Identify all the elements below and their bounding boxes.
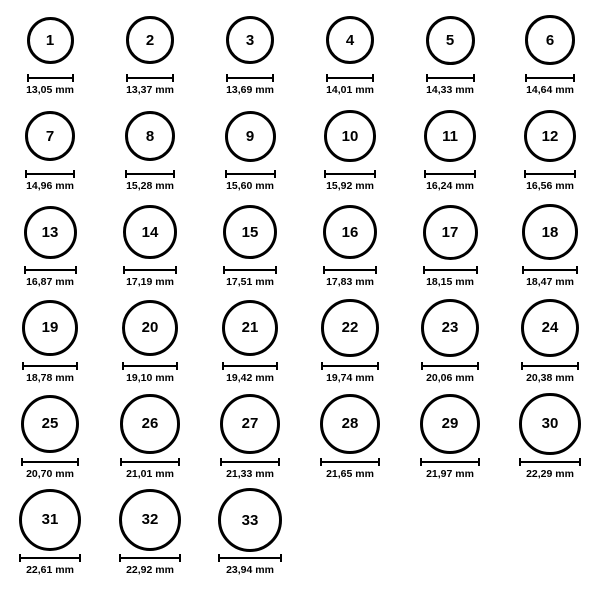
diameter-mm-label: 14,64 mm [526,84,574,96]
ring-size-label: 11 [442,127,458,145]
dimension-cap-right [76,362,78,370]
diameter-dimension-line [321,362,378,370]
diameter-dimension-line [320,458,380,466]
dimension-cap-right [573,74,575,82]
ring-circle [222,300,279,357]
ring-circle-wrap [424,104,476,168]
diameter-mm-label: 22,29 mm [526,468,574,480]
diameter-dimension-line [326,74,375,82]
ring-size-cell [0,296,100,392]
dimension-line-bar [324,173,376,175]
ring-circle-wrap [521,296,579,360]
ring-circle [522,204,578,260]
dimension-line-bar [122,365,178,367]
diameter-mm-label: 20,38 mm [526,372,574,384]
ring-circle-wrap [25,104,75,168]
dimension-line-bar [123,269,177,271]
diameter-mm-label: 15,92 mm [326,180,374,192]
dimension-line-bar [220,461,280,463]
ring-circle-wrap [21,392,80,456]
diameter-dimension-line [324,170,376,178]
diameter-mm-label: 17,19 mm [126,276,174,288]
ring-circle [326,16,375,65]
ring-circle-wrap [326,8,375,72]
dimension-cap-left [218,554,220,562]
dimension-line-bar [524,173,577,175]
dimension-cap-left [24,266,26,274]
dimension-line-bar [321,365,378,367]
diameter-dimension-line [323,266,378,274]
ring-circle [424,110,476,162]
dimension-cap-right [377,362,379,370]
dimension-cap-right [577,362,579,370]
ring-circle-wrap [522,200,578,264]
ring-circle-wrap [225,104,276,168]
ring-size-cell [500,392,600,488]
ring-size-label: 33 [241,511,259,529]
ring-size-cell [200,392,300,488]
ring-size-label: 5 [445,31,455,49]
dimension-line-bar [525,77,575,79]
ring-circle [25,111,75,161]
diameter-mm-label: 15,60 mm [226,180,274,192]
diameter-dimension-line [122,362,178,370]
ring-circle-wrap [525,8,575,72]
diameter-mm-label: 13,37 mm [126,84,174,96]
dimension-cap-right [179,554,181,562]
ring-circle [426,16,475,65]
ring-size-label: 21 [241,319,259,337]
ring-circle [22,300,78,356]
ring-size-label: 22 [341,319,359,337]
dimension-cap-right [278,458,280,466]
ring-size-cell [0,200,100,296]
ring-circle [19,489,81,551]
ring-circle-wrap [420,392,481,456]
ring-circle-wrap [324,104,376,168]
ring-circle-wrap [27,8,74,72]
dimension-cap-left [125,170,127,178]
dimension-cap-left [122,362,124,370]
ring-circle [125,111,176,162]
ring-size-cell [400,200,500,296]
ring-size-label: 6 [545,31,555,49]
dimension-line-bar [226,77,274,79]
ring-circle [524,110,577,163]
dimension-cap-left [423,266,425,274]
ring-circle-wrap [223,200,277,264]
ring-circle-wrap [19,488,81,552]
dimension-cap-left [123,266,125,274]
dimension-cap-right [272,74,274,82]
ring-size-label: 24 [541,319,559,337]
diameter-mm-label: 16,24 mm [426,180,474,192]
ring-circle [519,393,580,454]
ring-size-label: 16 [341,223,359,241]
ring-circle-wrap [125,104,176,168]
diameter-dimension-line [423,266,478,274]
diameter-dimension-line [119,554,181,562]
dimension-cap-right [173,170,175,178]
dimension-cap-left [321,362,323,370]
ring-size-cell [300,104,400,200]
dimension-cap-right [75,266,77,274]
ring-circle-wrap [423,200,478,264]
diameter-mm-label: 21,97 mm [426,468,474,480]
ring-circle-wrap [22,296,78,360]
ring-size-cell [300,8,400,104]
ring-circle-wrap [426,8,475,72]
diameter-mm-label: 18,78 mm [26,372,74,384]
ring-size-cell [100,200,200,296]
ring-size-cell [0,488,100,584]
diameter-dimension-line [421,362,479,370]
ring-circle [220,394,280,454]
dimension-line-bar [323,269,378,271]
dimension-line-bar [521,365,579,367]
ring-circle-wrap [421,296,479,360]
dimension-cap-left [324,170,326,178]
diameter-mm-label: 14,33 mm [426,84,474,96]
ring-size-label: 26 [141,415,159,433]
ring-circle [521,299,579,357]
diameter-dimension-line [223,266,277,274]
dimension-line-bar [423,269,478,271]
ring-size-label: 25 [41,415,59,433]
ring-size-cell [200,488,300,584]
ring-size-label: 10 [341,127,359,145]
ring-circle-wrap [226,8,274,72]
ring-circle-wrap [222,296,279,360]
dimension-cap-right [374,170,376,178]
diameter-mm-label: 23,94 mm [226,564,274,576]
dimension-cap-left [226,74,228,82]
diameter-mm-label: 21,33 mm [226,468,274,480]
dimension-cap-left [223,266,225,274]
ring-circle [120,394,179,453]
ring-circle-wrap [24,200,77,264]
diameter-dimension-line [218,554,282,562]
ring-size-label: 17 [441,223,459,241]
ring-size-cell [300,200,400,296]
dimension-cap-left [524,170,526,178]
dimension-cap-left [21,458,23,466]
diameter-mm-label: 21,65 mm [326,468,374,480]
ring-circle [24,206,77,259]
ring-size-cell [100,296,200,392]
dimension-line-bar [522,269,578,271]
dimension-cap-left [222,362,224,370]
ring-circle-wrap [320,392,380,456]
ring-size-cell [200,8,300,104]
dimension-cap-right [576,266,578,274]
ring-circle [226,16,274,64]
ring-size-label: 20 [141,319,159,337]
dimension-cap-right [579,458,581,466]
dimension-cap-left [220,458,222,466]
diameter-mm-label: 18,47 mm [526,276,574,288]
ring-size-label: 1 [45,31,55,49]
diameter-dimension-line [120,458,179,466]
diameter-mm-label: 19,74 mm [326,372,374,384]
ring-circle-wrap [220,392,280,456]
dimension-cap-left [426,74,428,82]
ring-size-label: 13 [41,223,59,241]
dimension-cap-right [274,170,276,178]
ring-circle-wrap [122,296,178,360]
dimension-cap-right [276,362,278,370]
diameter-mm-label: 15,28 mm [126,180,174,192]
dimension-cap-right [476,266,478,274]
ring-size-cell [100,8,200,104]
dimension-cap-left [424,170,426,178]
ring-circle-wrap [323,200,378,264]
ring-circle-wrap [524,104,577,168]
dimension-line-bar [27,77,74,79]
ring-size-cell [100,392,200,488]
dimension-line-bar [424,173,476,175]
diameter-mm-label: 22,92 mm [126,564,174,576]
diameter-mm-label: 14,01 mm [326,84,374,96]
ring-size-cell [400,104,500,200]
dimension-line-bar [119,557,181,559]
ring-size-cell [100,104,200,200]
dimension-cap-right [73,170,75,178]
ring-circle [21,395,80,454]
ring-size-label: 30 [541,415,559,433]
ring-circle-wrap [126,8,174,72]
ring-circle-wrap [519,392,580,456]
diameter-dimension-line [226,74,274,82]
dimension-line-bar [22,365,78,367]
ring-size-cell [0,392,100,488]
dimension-line-bar [320,461,380,463]
dimension-cap-left [27,74,29,82]
ring-size-cell [500,104,600,200]
dimension-line-bar [223,269,277,271]
ring-size-cell [500,200,600,296]
diameter-dimension-line [125,170,176,178]
ring-circle [218,488,282,552]
dimension-cap-left [420,458,422,466]
ring-circle [321,299,378,356]
ring-size-cell [0,8,100,104]
ring-size-label: 7 [45,127,55,145]
ring-size-cell [100,488,200,584]
dimension-cap-right [178,458,180,466]
ring-size-cell [200,296,300,392]
dimension-cap-right [375,266,377,274]
ring-size-label: 32 [141,511,159,529]
ring-size-label: 28 [341,415,359,433]
ring-circle [423,205,478,260]
dimension-cap-right [175,266,177,274]
diameter-mm-label: 16,56 mm [526,180,574,192]
diameter-dimension-line [123,266,177,274]
ring-circle [123,205,177,259]
diameter-mm-label: 20,70 mm [26,468,74,480]
diameter-dimension-line [225,170,276,178]
diameter-dimension-line [24,266,77,274]
ring-circle [420,394,481,455]
ring-circle [421,299,479,357]
dimension-line-bar [24,269,77,271]
diameter-dimension-line [19,554,81,562]
ring-size-cell [200,200,300,296]
ring-circle [223,205,277,259]
ring-size-label: 2 [145,31,155,49]
ring-size-label: 15 [241,223,259,241]
dimension-cap-right [280,554,282,562]
ring-size-cell [400,296,500,392]
dimension-line-bar [225,173,276,175]
diameter-mm-label: 21,01 mm [126,468,174,480]
ring-circle [225,111,276,162]
dimension-cap-right [172,74,174,82]
dimension-cap-left [225,170,227,178]
dimension-cap-right [72,74,74,82]
ring-size-label: 14 [141,223,159,241]
diameter-dimension-line [420,458,481,466]
dimension-line-bar [19,557,81,559]
ring-circle-wrap [120,392,179,456]
dimension-cap-left [421,362,423,370]
diameter-mm-label: 22,61 mm [26,564,74,576]
diameter-dimension-line [525,74,575,82]
dimension-cap-right [574,170,576,178]
dimension-cap-right [176,362,178,370]
dimension-cap-right [378,458,380,466]
ring-circle-wrap [119,488,181,552]
diameter-mm-label: 20,06 mm [426,372,474,384]
diameter-dimension-line [220,458,280,466]
dimension-cap-left [323,266,325,274]
dimension-cap-left [521,362,523,370]
ring-circle [320,394,380,454]
dimension-line-bar [222,365,279,367]
diameter-dimension-line [522,266,578,274]
diameter-mm-label: 19,10 mm [126,372,174,384]
dimension-cap-left [119,554,121,562]
diameter-dimension-line [426,74,475,82]
ring-circle [122,300,178,356]
ring-circle [525,15,575,65]
ring-size-label: 8 [145,127,155,145]
dimension-cap-left [522,266,524,274]
dimension-line-bar [420,461,481,463]
ring-size-label: 27 [241,415,259,433]
dimension-cap-left [19,554,21,562]
diameter-dimension-line [524,170,577,178]
diameter-dimension-line [27,74,74,82]
ring-circle-wrap [123,200,177,264]
ring-size-cell [500,8,600,104]
ring-size-cell [0,104,100,200]
ring-circle [126,16,174,64]
diameter-mm-label: 13,05 mm [26,84,74,96]
ring-size-cell [300,296,400,392]
ring-size-cell [400,392,500,488]
diameter-mm-label: 14,96 mm [26,180,74,192]
ring-size-label: 31 [41,511,59,529]
diameter-mm-label: 16,87 mm [26,276,74,288]
ring-size-label: 18 [541,223,559,241]
dimension-line-bar [326,77,375,79]
ring-size-cell [200,104,300,200]
diameter-mm-label: 17,51 mm [226,276,274,288]
diameter-mm-label: 13,69 mm [226,84,274,96]
ring-size-label: 29 [441,415,459,433]
diameter-dimension-line [22,362,78,370]
ring-size-label: 3 [245,31,255,49]
dimension-cap-right [372,74,374,82]
dimension-cap-right [477,362,479,370]
diameter-dimension-line [424,170,476,178]
dimension-cap-left [126,74,128,82]
dimension-line-bar [426,77,475,79]
ring-size-label: 4 [345,31,355,49]
dimension-line-bar [120,461,179,463]
ring-size-cell [400,8,500,104]
dimension-line-bar [519,461,580,463]
dimension-cap-left [320,458,322,466]
ring-size-cell [500,296,600,392]
diameter-dimension-line [519,458,580,466]
dimension-cap-right [473,74,475,82]
dimension-line-bar [126,77,174,79]
diameter-dimension-line [25,170,75,178]
ring-size-label: 23 [441,319,459,337]
ring-size-label: 19 [41,319,59,337]
dimension-cap-left [120,458,122,466]
ring-size-label: 12 [541,127,559,145]
ring-circle-wrap [218,488,282,552]
diameter-mm-label: 17,83 mm [326,276,374,288]
ring-circle [119,489,181,551]
dimension-cap-left [326,74,328,82]
ring-size-cell [300,392,400,488]
diameter-dimension-line [222,362,279,370]
diameter-dimension-line [21,458,80,466]
dimension-cap-right [79,554,81,562]
dimension-cap-left [525,74,527,82]
dimension-cap-left [519,458,521,466]
dimension-line-bar [21,461,80,463]
dimension-cap-right [275,266,277,274]
ring-circle-wrap [321,296,378,360]
dimension-cap-right [77,458,79,466]
dimension-line-bar [421,365,479,367]
ring-circle [323,205,378,260]
dimension-cap-right [474,170,476,178]
dimension-line-bar [218,557,282,559]
diameter-mm-label: 19,42 mm [226,372,274,384]
dimension-cap-left [25,170,27,178]
dimension-cap-left [22,362,24,370]
dimension-line-bar [125,173,176,175]
diameter-mm-label: 18,15 mm [426,276,474,288]
diameter-dimension-line [521,362,579,370]
ring-circle [27,17,74,64]
dimension-cap-right [478,458,480,466]
dimension-line-bar [25,173,75,175]
diameter-dimension-line [126,74,174,82]
ring-circle [324,110,376,162]
ring-size-label: 9 [245,127,255,145]
